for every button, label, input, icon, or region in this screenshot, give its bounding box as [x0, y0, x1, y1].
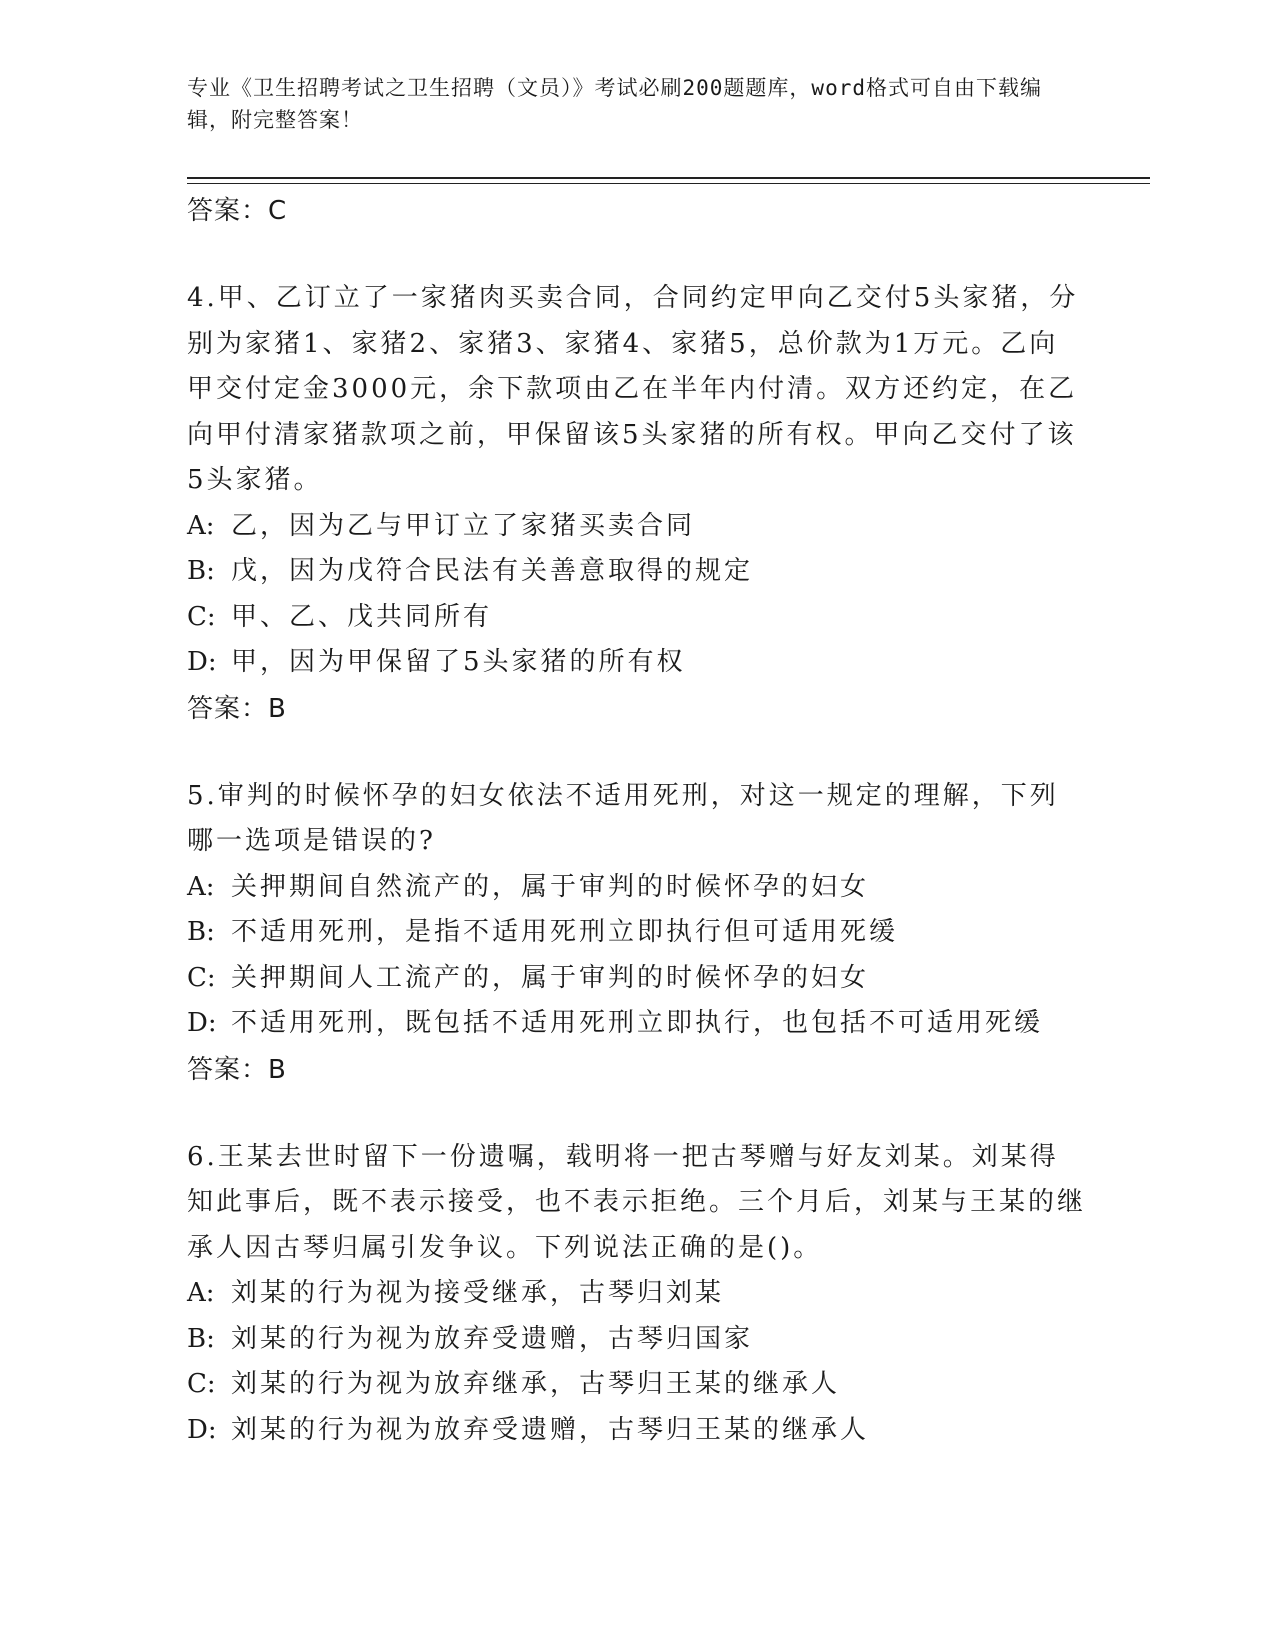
- question-block: [187, 774, 1087, 1093]
- answer-label: 答案：B: [187, 1054, 287, 1085]
- option-letter: D:: [187, 647, 217, 677]
- header-divider-thick: [187, 177, 1150, 179]
- option-text: 不适用死刑，是指不适用死刑立即执行但可适用死缓: [231, 917, 899, 947]
- header-divider-thin: [187, 183, 1150, 184]
- option-b: [187, 549, 1087, 595]
- question-stem: 6.王某去世时留下一份遗嘱，载明将一把古琴赠与好友刘某。刘某得知此事后，既不表示接受，也不表示拒绝。三个月后，刘某与王某的继承人因古琴归属引发争议。下列说法正确的是()。: [187, 1141, 1087, 1263]
- option-d: [187, 1001, 1087, 1047]
- option-text: 不适用死刑，既包括不适用死刑立即执行，也包括不可适用死缓: [231, 1008, 1044, 1038]
- option-d: [187, 640, 1087, 686]
- option-c: [187, 1362, 1087, 1408]
- option-text: 关押期间人工流产的，属于审判的时候怀孕的妇女: [231, 962, 870, 993]
- option-text: 刘某的行为视为放弃继承，古琴归王某的继承人: [231, 1369, 841, 1399]
- option-text: 乙，因为乙与甲订立了家猪买卖合同: [231, 510, 696, 541]
- question-stem: 4.甲、乙订立了一家猪肉买卖合同，合同约定甲向乙交付5头家猪，分别为家猪1、家猪2、家猪3、家猪4、家猪5，总价款为1万元。乙向甲交付定金3000元，余下款项由乙在半年内付清。双方还约定，在乙向甲付清家猪款项之前，甲保留该5头家猪的所有权。甲向乙交付了该5头家猪。: [187, 283, 1079, 495]
- option-text: 戊，因为戊符合民法有关善意取得的规定: [231, 556, 754, 586]
- option-letter: C:: [187, 601, 216, 632]
- option-c: [187, 595, 1087, 641]
- option-letter: A:: [187, 871, 215, 902]
- document-header: 专业《卫生招聘考试之卫生招聘（文员）》考试必刷200题题库，word格式可自由下载编辑，附完整答案！: [187, 76, 1042, 132]
- option-b: [187, 1317, 1087, 1363]
- option-letter: A:: [187, 510, 215, 541]
- option-a: [187, 504, 1087, 550]
- option-text: 甲、乙、戊共同所有: [231, 601, 493, 632]
- spacer: [187, 1093, 1087, 1135]
- option-letter: B:: [187, 917, 215, 947]
- question-stem: 5.审判的时候怀孕的妇女依法不适用死刑，对这一规定的理解，下列哪一选项是错误的?: [187, 780, 1059, 856]
- option-d: [187, 1408, 1087, 1454]
- question-block: [187, 1135, 1087, 1454]
- option-letter: D:: [187, 1414, 217, 1445]
- option-text: 甲，因为甲保留了5头家猪的所有权: [231, 647, 686, 677]
- option-text: 刘某的行为视为接受继承，古琴归刘某: [231, 1278, 725, 1308]
- option-text: 刘某的行为视为放弃受遗赠，古琴归国家: [231, 1323, 754, 1354]
- spacer: [187, 234, 1087, 276]
- option-letter: B:: [187, 556, 215, 586]
- option-letter: D:: [187, 1008, 217, 1038]
- option-letter: A:: [187, 1278, 215, 1308]
- question-content: [187, 188, 1087, 1453]
- option-text: 刘某的行为视为放弃受遗赠，古琴归王某的继承人: [231, 1414, 870, 1445]
- option-letter: C:: [187, 1369, 216, 1399]
- answer-label: 答案：B: [187, 693, 287, 724]
- spacer: [187, 732, 1087, 774]
- answer-label: 答案：C: [187, 196, 288, 226]
- option-letter: B:: [187, 1323, 215, 1354]
- option-text: 关押期间自然流产的，属于审判的时候怀孕的妇女: [231, 871, 870, 902]
- option-a: [187, 1271, 1087, 1317]
- option-b: [187, 910, 1087, 956]
- option-letter: C:: [187, 962, 216, 993]
- option-a: [187, 865, 1087, 911]
- option-c: [187, 956, 1087, 1002]
- question-block: [187, 276, 1087, 732]
